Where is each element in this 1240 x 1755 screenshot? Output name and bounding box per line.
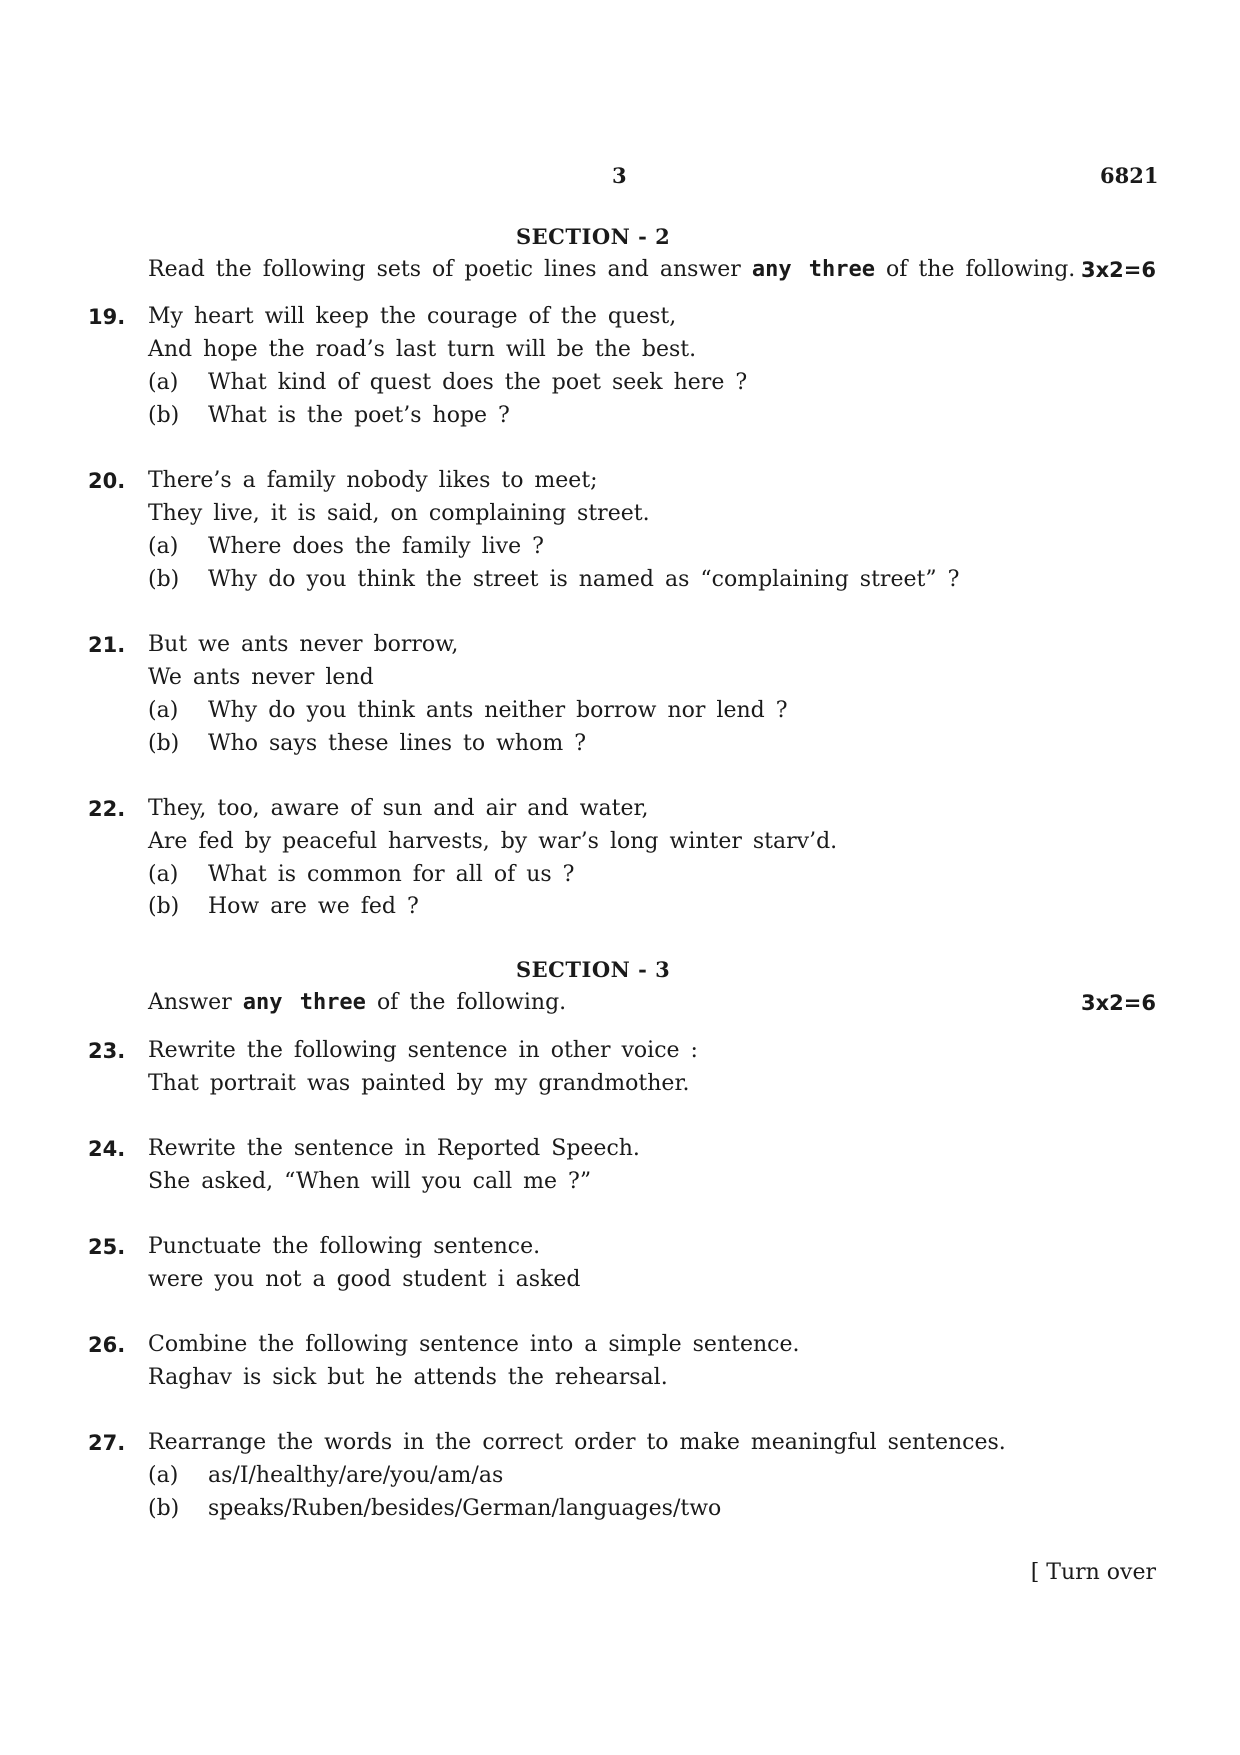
section-3-title: SECTION - 3 [516, 957, 671, 982]
section-2-title: SECTION - 2 [516, 224, 671, 249]
poem-line: And hope the road’s last turn will be the best. [148, 337, 697, 362]
question-line: Raghav is sick but he attends the rehearsal. [148, 1365, 668, 1390]
question-line: That portrait was painted by my grandmother. [148, 1071, 690, 1096]
question-line: Rewrite the following sentence in other voice : [148, 1038, 698, 1063]
poem-line: We ants never lend [148, 665, 374, 690]
poem-line: They live, it is said, on complaining street. [148, 501, 650, 526]
part-label: (b) [148, 731, 180, 756]
poem-line: There’s a family nobody likes to meet; [148, 468, 598, 493]
part-text: What kind of quest does the poet seek here ? [208, 370, 748, 395]
part-text: What is the poet’s hope ? [208, 403, 510, 428]
question-line: Punctuate the following sentence. [148, 1234, 541, 1259]
question-number: 21. [88, 633, 126, 657]
part-label: (b) [148, 1496, 180, 1521]
poem-line: Are fed by peaceful harvests, by war’s long winter starv’d. [148, 829, 838, 854]
part-text: Who says these lines to whom ? [208, 731, 586, 756]
section-2-instruction: Read the following sets of poetic lines and answer any three of the following. [148, 257, 1076, 282]
instruction-emphasis: any three [242, 990, 366, 1015]
part-text: Why do you think ants neither borrow nor lend ? [208, 698, 788, 723]
question-line: She asked, “When will you call me ?” [148, 1169, 592, 1194]
turn-over-note: [ Turn over [1030, 1560, 1156, 1585]
question-number: 25. [88, 1235, 126, 1259]
paper-code: 6821 [1100, 163, 1159, 188]
part-label: (a) [148, 534, 179, 559]
question-number: 20. [88, 469, 126, 493]
question-line: Rearrange the words in the correct order to make meaningful sentences. [148, 1430, 1006, 1455]
page-number: 3 [612, 163, 627, 188]
instruction-emphasis: any three [751, 257, 876, 282]
question-number: 27. [88, 1431, 126, 1455]
part-label: (b) [148, 894, 180, 919]
section-3-instruction: Answer any three of the following. [148, 990, 567, 1015]
part-text: as/I/healthy/are/you/am/as [208, 1463, 504, 1488]
part-text: How are we fed ? [208, 894, 419, 919]
part-text: Why do you think the street is named as “complaining street” ? [208, 567, 960, 592]
question-line: Combine the following sentence into a simple sentence. [148, 1332, 800, 1357]
part-text: speaks/Ruben/besides/German/languages/two [208, 1496, 722, 1521]
question-number: 26. [88, 1333, 126, 1357]
part-label: (a) [148, 1463, 179, 1488]
question-number: 24. [88, 1137, 126, 1161]
poem-line: But we ants never borrow, [148, 632, 459, 657]
poem-line: They, too, aware of sun and air and water, [148, 796, 649, 821]
part-text: What is common for all of us ? [208, 862, 575, 887]
part-label: (a) [148, 698, 179, 723]
question-number: 19. [88, 305, 126, 329]
question-line: were you not a good student i asked [148, 1267, 581, 1292]
part-label: (b) [148, 567, 180, 592]
question-line: Rewrite the sentence in Reported Speech. [148, 1136, 640, 1161]
part-label: (b) [148, 403, 180, 428]
part-text: Where does the family live ? [208, 534, 544, 559]
section-2-marks: 3x2=6 [1081, 258, 1156, 282]
poem-line: My heart will keep the courage of the quest, [148, 304, 677, 329]
question-number: 23. [88, 1039, 126, 1063]
section-3-marks: 3x2=6 [1081, 991, 1156, 1015]
part-label: (a) [148, 862, 179, 887]
question-number: 22. [88, 797, 126, 821]
part-label: (a) [148, 370, 179, 395]
